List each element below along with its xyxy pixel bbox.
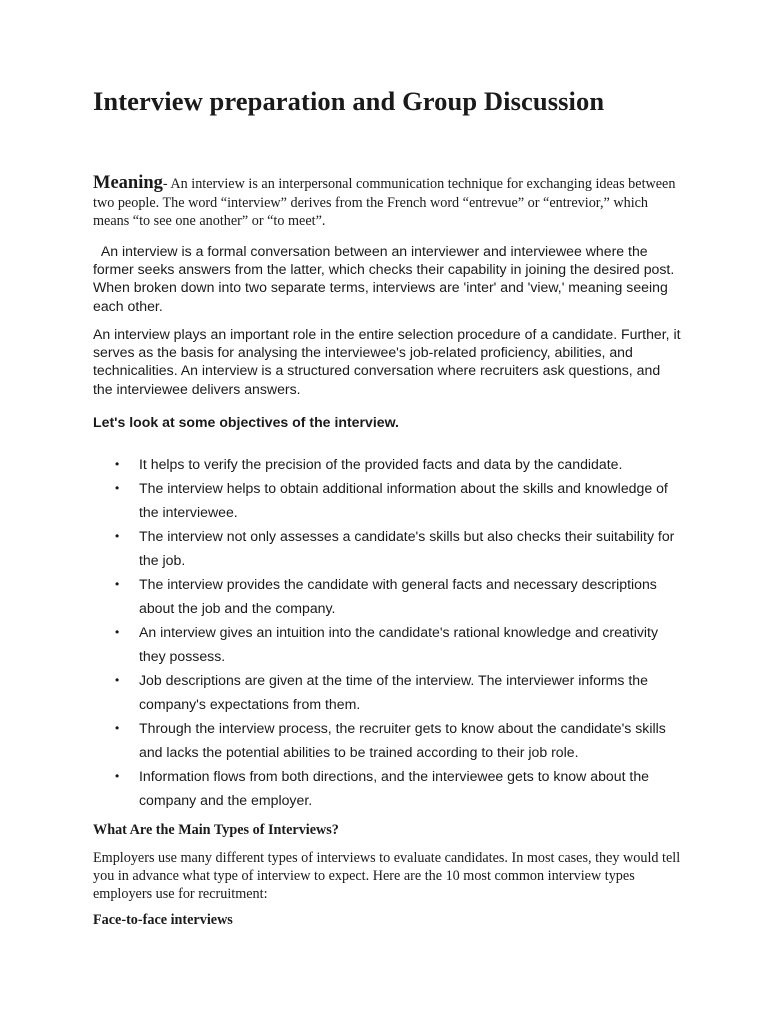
objectives-list bbox=[115, 452, 675, 812]
bullet-icon: • bbox=[115, 457, 120, 471]
face-to-face-heading: Face-to-face interviews bbox=[93, 912, 233, 928]
objectives-heading: Let's look at some objectives of the interview. bbox=[93, 414, 399, 430]
meaning-text: - An interview is an interpersonal communication technique for exchanging ideas between two people. The word “interview” derives from the French word “entrevue” or “entrevior,” which means “to see one another” or “to meet”. bbox=[93, 176, 676, 229]
bullet-icon: • bbox=[115, 481, 120, 495]
types-paragraph: Employers use many different types of interviews to evaluate candidates. In most cases, they would tell you in advance what type of interview to expect. Here are the 10 most common interview types employers use for recruitment: bbox=[93, 850, 681, 903]
list-item: • Through the interview process, the recruiter gets to know about the candidate's skills and lacks the potential abilities to be trained according to their job role. bbox=[115, 716, 675, 764]
bullet-icon: • bbox=[115, 625, 120, 639]
list-item: • The interview helps to obtain additional information about the skills and knowledge of the interviewee. bbox=[115, 476, 675, 524]
list-item: • The interview not only assesses a candidate's skills but also checks their suitability for the job. bbox=[115, 524, 675, 572]
importance-paragraph: An interview plays an important role in the entire selection procedure of a candidate. Further, it serves as the basis for analysing the interviewee's job-related proficiency, abilities, and technicalities. An interview is a structured conversation where recruiters ask questions, and the interviewee delivers answers. bbox=[93, 326, 681, 397]
types-heading: What Are the Main Types of Interviews? bbox=[93, 822, 339, 838]
list-item: • An interview gives an intuition into the candidate's rational knowledge and creativity they possess. bbox=[115, 620, 675, 668]
definition-paragraph: An interview is a formal conversation between an interviewer and interviewee where the former seeks answers from the latter, which checks their capability in joining the desired post. When broken down into two separate terms, interviews are 'inter' and 'view,' meaning seeing each other. bbox=[93, 243, 675, 314]
list-item: • The interview provides the candidate with general facts and necessary descriptions about the job and the company. bbox=[115, 572, 675, 620]
page-title: Interview preparation and Group Discussion bbox=[93, 86, 605, 116]
meaning-lead: Meaning bbox=[93, 173, 163, 193]
bullet-icon: • bbox=[115, 529, 120, 543]
bullet-icon: • bbox=[115, 673, 120, 687]
list-item: • It helps to verify the precision of the provided facts and data by the candidate. bbox=[115, 452, 675, 476]
list-item: • Job descriptions are given at the time of the interview. The interviewer informs the company's expectations from them. bbox=[115, 668, 675, 716]
meaning-paragraph bbox=[93, 174, 683, 231]
bullet-icon: • bbox=[115, 721, 120, 735]
list-item: • Information flows from both directions, and the interviewee gets to know about the company and the employer. bbox=[115, 764, 675, 812]
bullet-icon: • bbox=[115, 769, 120, 783]
bullet-icon: • bbox=[115, 577, 120, 591]
